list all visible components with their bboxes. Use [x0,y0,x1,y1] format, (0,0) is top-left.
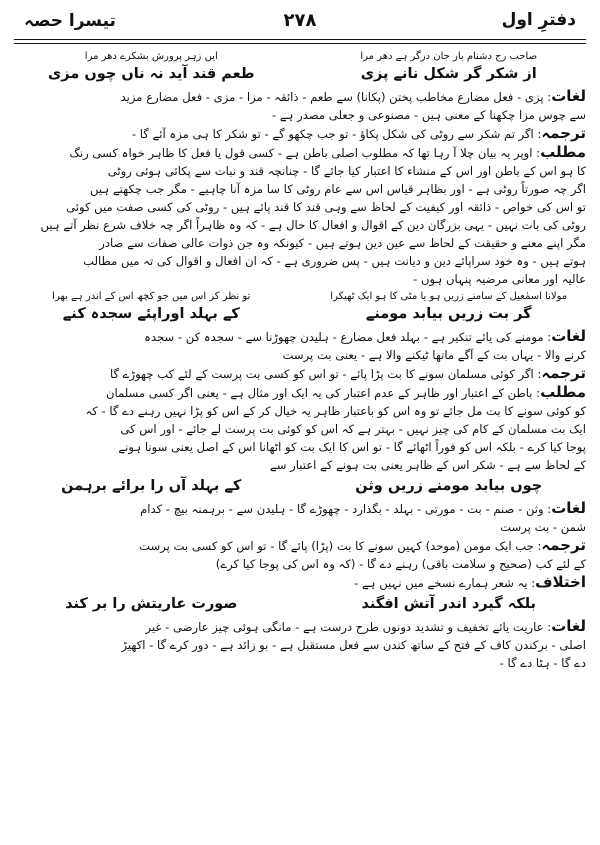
ikhtilaf-label: اختلاف [535,573,586,591]
lughat-label: لغات [551,87,586,105]
tarjuma-2: ترجمہ: اگر کوئی مسلمان سونے کا بت پڑا پائے - تو اس کو کسی بت پرست کے لئے کب چھوڑے گا [109,364,586,382]
verse-1-translation-right: صاحب رج دشنام بار جان درگر ہے دھر مرا [360,51,538,62]
lughat-1-line-1: لغات: پزی - فعل مضارع مخاطب پختن (پکانا) سے طعم - ذائقہ - مزا - مزی - فعل مضارع مزید [120,87,586,105]
lughat-label: لغات [551,327,586,345]
verse-4-hemistich-right: بلکہ گیرد اندر آتش افگند [361,596,536,612]
tarjuma-label: ترجمہ [541,124,586,142]
verse-3-hemistich-left: کے بہلد آں را برائے برہمن [61,478,242,494]
verse-2-translation-right: مولانا اسمٰعیل کے سامنے زریں ہو یا مٹی کا ہو ایک ٹھیکرا [330,291,568,302]
lughat-2-line-1: لغات: مومنے کی یائے تنکیر ہے - بہلد فعل مضارع - ہلیدن چھوڑنا سے - سجدہ کن - سجدہ [144,327,586,345]
matlab-1-line-2: کا ہو اس کے باطن اور اس کے منشاء کا اعتبار کیا جائے گا - چنانچہ قند و نبات سے پکائی ہوئی روٹی [107,164,586,178]
matlab-2-line-4: پوجا کیا کرے - بلکہ اس کو فوراً اٹھائے گا - تو اس کا ایک بت کو اٹھانا اس کے اصل یعنی سونا ہونے [118,440,586,454]
matlab-1-line-4: تو اس کی خواص - ذائقہ اور کیفیت کے لحاظ سے وہی قند کا قند پائے ہیں - روٹی کی کسی صفت میں کوئی [66,200,586,214]
tarjuma-3-line-2: کے لئے کب (صحیح و سلامت باقی) رہنے دے گا - (کہ وہ اس کی پوجا کیا کرے) [215,557,586,571]
verse-4-left-half [14,594,289,615]
lughat-2-line-2: کرنے والا - یہاں بت کے آگے ماتھا ٹیکنے والا ہے - یعنی بت پرست [282,348,586,362]
verse-couplet-2 [14,290,586,325]
matlab-2-line-1: مطلب: باطن کے اعتبار اور ظاہر کے عدم اعتبار کی یہ ایک اور مثال ہے - یعنی اگر کسی مسلمان [105,383,586,401]
matlab-1-line-6: مگر اپنے معنے و حقیقت کے لحاظ سے عین دین ہوتے ہیں - کیونکہ وہ جن ذوات عالی صفات سے صادر [99,236,586,250]
lughat-4-line-2: اصلی - برکندن کاف کے فتح کے ساتھ کندن سے فعل مستقبل ہے - بو زائد ہے - دور کرے گا - اکھیڑ [121,638,586,652]
page-content [14,48,586,839]
verse-3-left-half [14,476,289,497]
tarjuma-label: ترجمہ [541,364,586,382]
header-volume: دفترِ اول [501,10,576,30]
verse-2-hemistich-left: کے بہلد اوراپئے سجدہ کنے [62,306,240,322]
matlab-label: مطلب [540,383,586,401]
verse-2-left-half [14,290,289,325]
tarjuma-label: ترجمہ [541,536,586,554]
lughat-label: لغات [551,617,586,635]
page-header [14,6,586,40]
ikhtilaf-3: اختلاف: یہ شعر ہمارے نسخے میں نہیں ہے - [354,573,586,591]
matlab-2-line-5: کے لحاظ سے ہے - شکر اس کے ظاہر یعنی بت ہونے کے اعتبار سے [269,458,586,472]
tarjuma-1: ترجمہ: اگر تم شکر سے روٹی کی شکل پکاؤ - تو جب چکھو گے - تو شکر کا ہی مزہ آئے گا - [131,124,586,142]
matlab-1-line-5: روٹی کی بات نہیں - یہی بزرگان دین کے اقوال و افعال کا حال ہے - کہ وہ ظاہراً اگر چہ خلاف شرع نظر آتے ہیں [40,218,586,232]
lughat-4-line-3: دے گا - ہٹا دے گا - [499,656,586,670]
verse-1-left-half [14,50,289,85]
verse-couplet-4 [14,594,586,615]
lughat-4-line-1: لغات: عاریت یائے تخفیف و تشدید دونوں طرح درست ہے - مانگی ہوئی چیز عارضی - غیر [145,617,586,635]
verse-1-hemistich-right: از شکر گر شکل نانے پزی [360,66,537,82]
matlab-2-line-3: ایک بت مسلمان کے کام کی چیز نہیں - بہتر ہے کہ اس کو کوئی بت پرست لے جائے - اور اس کی [120,422,586,436]
lughat-3-line-2: شمن - بت پرست [500,520,586,534]
verse-2-right-half [311,290,586,325]
verse-2-translation-left: تو نظر کر اس میں جو کچھ اس کے اندر ہے بھرا [52,291,251,302]
verse-1-hemistich-left: طعم قند آید نہ ناں چوں مزی [48,66,255,82]
matlab-1-line-8: عالیہ اور معانی مرضیہ پنہاں ہوں - [413,272,586,286]
verse-4-hemistich-left: صورت عاریتش را بر کند [65,596,238,612]
matlab-label: مطلب [540,143,586,161]
verse-4-right-half [311,594,586,615]
verse-1-right-half [311,50,586,85]
lughat-3-line-1: لغات: وثن - صنم - بت - مورتی - بہلد - بگذارد - چھوڑے گا - ہلیدن سے - برہمنہ بیچ - کدام [140,499,586,517]
matlab-2-line-2: کو کوئی سونے کا بت مل جائے تو وہ اس کو باعتبار ظاہر یہ خیال کر کے اس کو پڑا نہیں رہنے دے گا - کہ [85,404,586,418]
header-part: تیسرا حصہ [24,11,116,31]
tarjuma-3-line-1: ترجمہ: جب ایک مومن (موحد) کہیں سونے کا بت (پڑا) پائے گا - تو اس کو کسی بت پرست [139,536,586,554]
verse-3-hemistich-right: چوں بیابد مومنے زریں وثن [355,478,543,494]
lughat-label: لغات [551,499,586,517]
lughat-1-line-2: سے چوس مزا چکھنا کے معنی ہیں - مصنوعی و جعلی مصدر ہے - [272,108,586,122]
verse-1-translation-left: ایں زہر پرورش بشکرے دھر مرا [84,51,218,62]
verse-couplet-1 [14,50,586,85]
matlab-1-line-3: اگر چہ صورتاً روٹی ہے - اور بظاہر قیاس اس سے عام روٹی کا سا مزہ آنا چاہیے - مگر جب چکھتے ہیں [90,182,586,196]
matlab-1-line-7: ہوتے ہیں - وہ خود سراپائے دین و دیانت ہیں - پس ضروری ہے - کہ ان افعال و اقوال کی تہ میں مطالب [83,254,586,268]
page-number: ۲۷۸ [283,10,317,31]
header-rule [14,39,586,40]
verse-2-hemistich-right: گر بت زریں بیابد مومنے [365,306,532,322]
verse-couplet-3 [14,476,586,497]
matlab-1-line-1: مطلب: اوپر یہ بیان چلا آ رہا تھا کہ مطلوب اصلی باطن ہے - کسی قول یا فعل کا ظاہر خواہ کسی رنگ [69,143,586,161]
header-rule-second [14,43,586,44]
verse-3-right-half [311,476,586,497]
